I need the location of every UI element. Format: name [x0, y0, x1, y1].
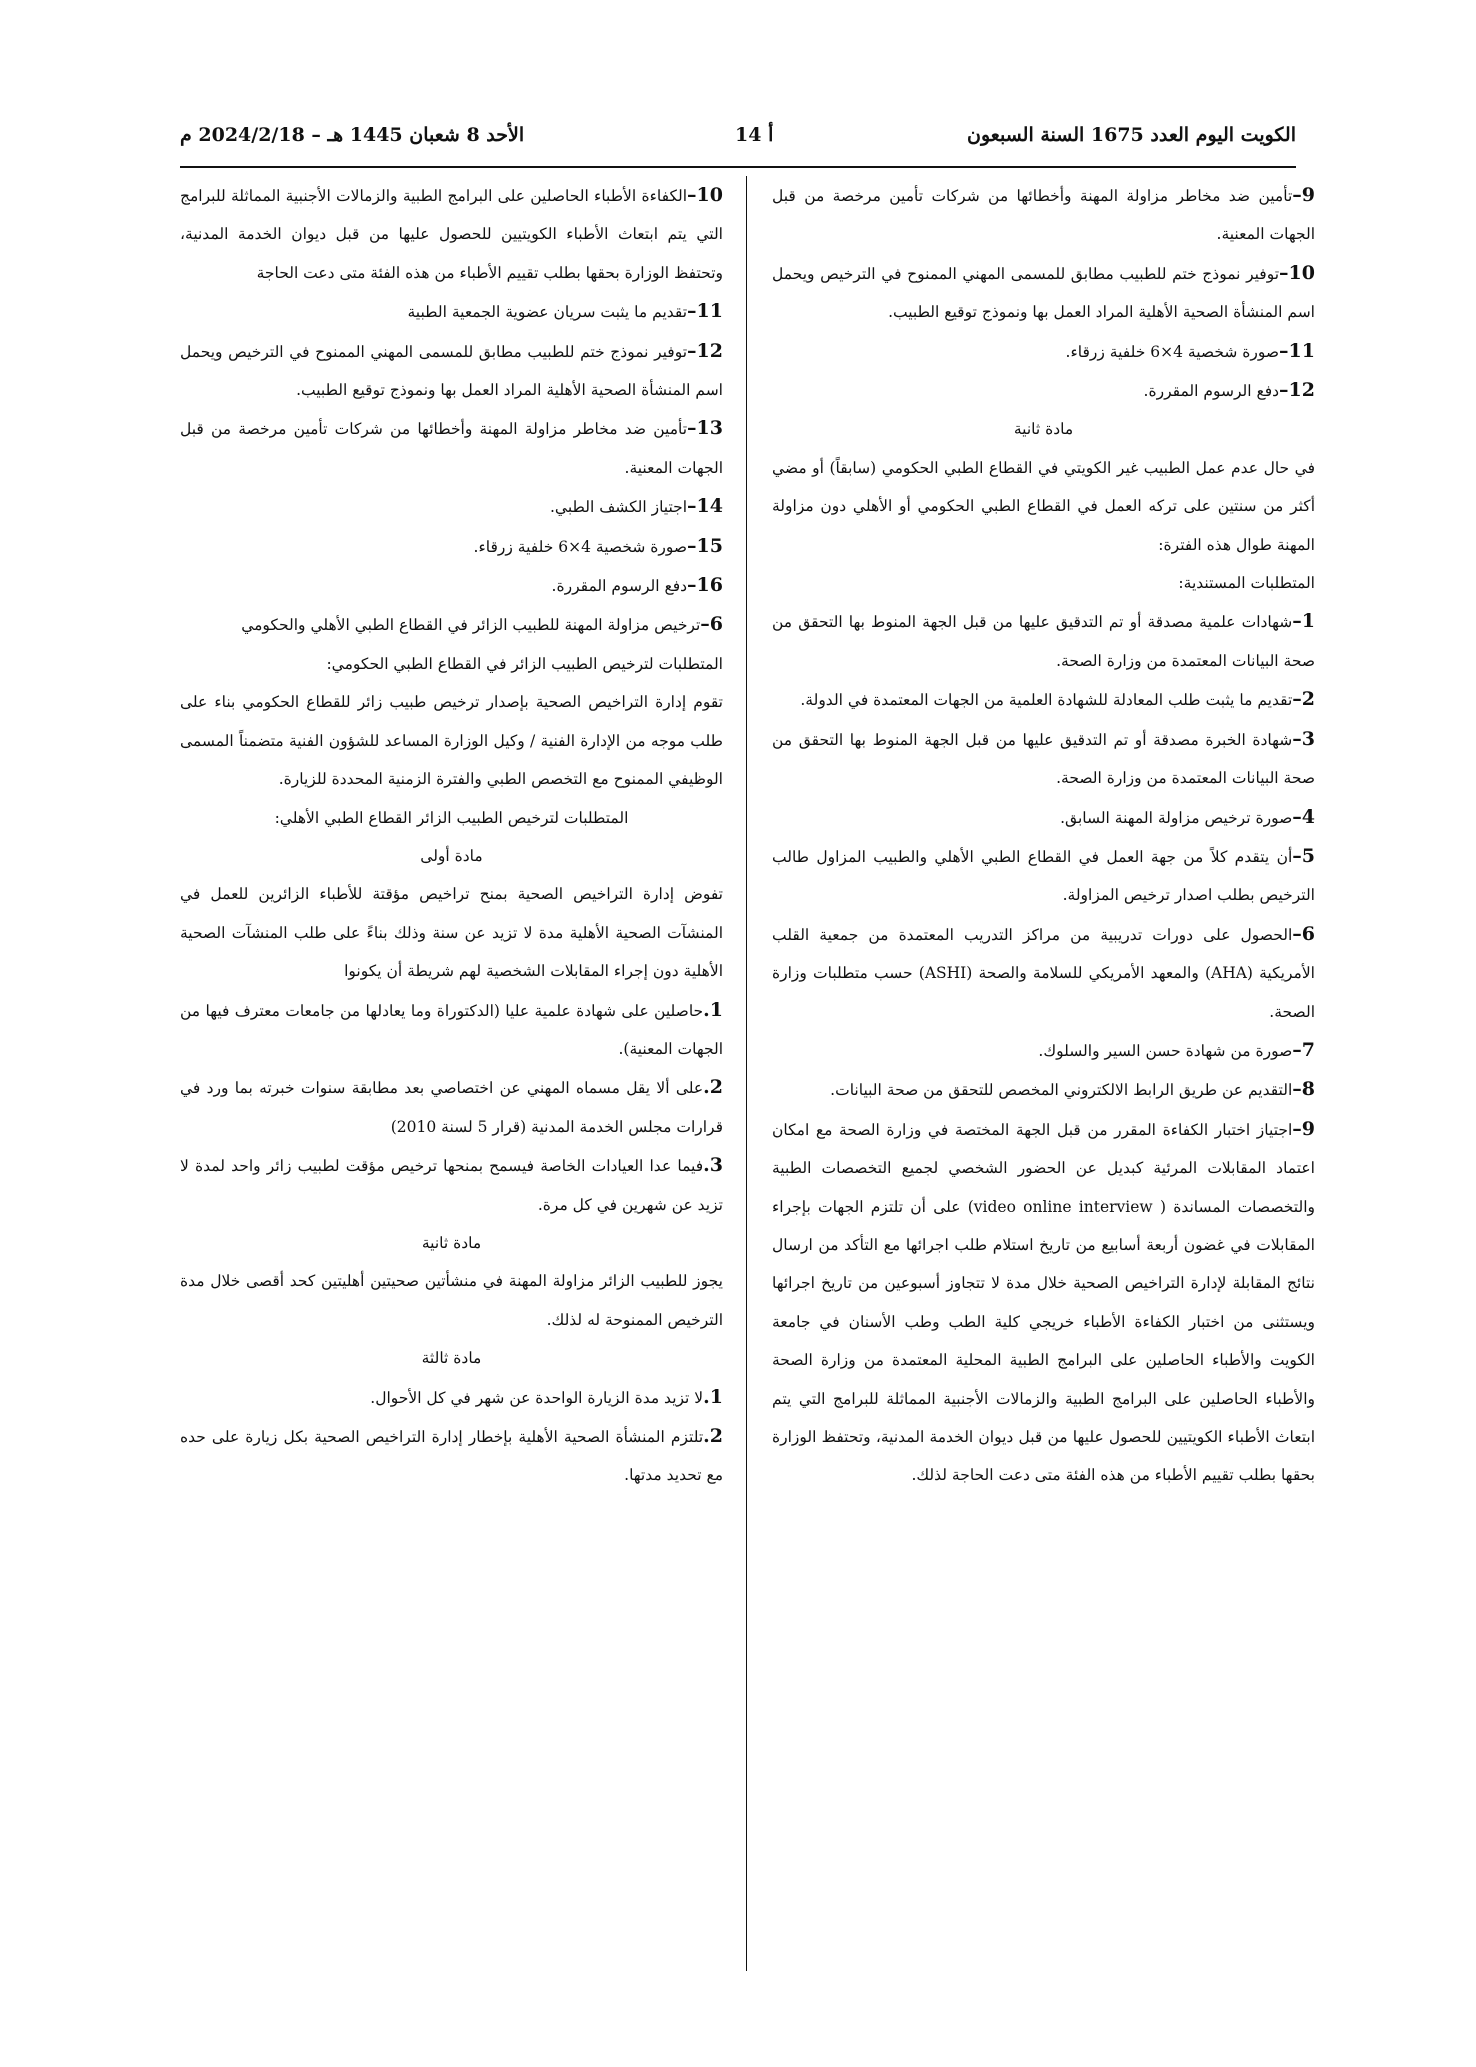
section-heading: مادة أولى	[420, 846, 483, 865]
item-text: على ألا يقل مسماه المهني عن اختصاصي بعد مطابقة سنوات خبرته بما ورد في قرارات مجلس الخدمة المدنية (قرار 5 لسنة 2010)	[180, 1079, 723, 1136]
item-text: توفير نموذج ختم للطبيب مطابق للمسمى المهني الممنوح في الترخيص ويحمل اسم المنشأة الصحية الأهلية المراد العمل بها ونموذج توقيع الطبيب.	[180, 342, 723, 400]
numbered-item	[180, 605, 723, 644]
item-text: تفوض إدارة التراخيص الصحية بمنح تراخيص مؤقتة للأطباء الزائرين للعمل في المنشآت الصحية الأهلية مدة لا تزيد عن سنة وذلك بناءً على طلب المنشآت الصحية الأهلية دون إجراء المقابلات الشخصية لهم شريطة أن يكونوا	[180, 885, 723, 981]
item-number: 3–	[1292, 727, 1315, 750]
numbered-item	[180, 527, 723, 566]
item-text: اجتياز اختبار الكفاءة المقرر من قبل الجهة المختصة في وزارة الصحة مع امكان اعتماد المقابلات المرئية كبديل عن الحضور الشخصي لجميع التخصصات الطبية والتخصصات المساندة ( video online interview) على أن تلتزم الجهات بإجراء المقابلات في غضون أربعة أسابيع من تاريخ استلام طلب اجرائها مع التأكد من ارسال نتائج المقابلة لإدارة التراخيص الصحية خلال مدة لا تتجاوز أسبوعين من تاريخ اجرائها ويستثنى من اختبار الكفاءة الأطباء خريجي كلية الطب وطب الأسنان في جامعة الكويت والأطباء الحاصلين على البرامج الطبية المحلية المعتمدة من وزارة الصحة والأطباء الحاصلين على البرامج الطبية والزمالات الأجنبية المماثلة للبرامج التي يتم ابتعاث الأطباء الكويتيين للحصول عليها من قبل ديوان الخدمة المدنية، وتحتفظ الوزارة بحقها بطلب تقييم الأطباء من هذه الفئة متى دعت الحاجة لذلك.	[772, 1120, 1315, 1485]
item-text: تأمين ضد مخاطر مزاولة المهنة وأخطائها من شركات تأمين مرخصة من قبل الجهات المعنية.	[180, 420, 723, 477]
item-text: المتطلبات المستندية:	[1178, 574, 1315, 593]
numbered-item	[772, 798, 1315, 837]
item-number: 3.	[703, 1154, 723, 1177]
item-text: أن يتقدم كلاً من جهة العمل في القطاع الطبي الأهلي والطبيب المزاول طالب الترخيص بطلب اصدار ترخيص المزاولة.	[772, 847, 1315, 905]
item-number: 4–	[1292, 805, 1315, 828]
numbered-item	[180, 1417, 723, 1495]
item-text: حاصلين على شهادة علمية عليا (الدكتوراة وما يعادلها من جامعات معترف فيها من الجهات المعنية).	[180, 1001, 723, 1058]
numbered-item	[180, 1068, 723, 1146]
item-text: دفع الرسوم المقررة.	[1143, 382, 1280, 401]
paragraph	[772, 564, 1315, 602]
item-text: يجوز للطبيب الزائر مزاولة المهنة في منشأتين صحيتين أهليتين كحد أقصى خلال مدة الترخيص الممنوحة له لذلك.	[180, 1272, 723, 1329]
item-text: في حال عدم عمل الطبيب غير الكويتي في القطاع الطبي الحكومي (سابقاً) أو مضي أكثر من سنتين على تركه العمل في القطاع الطبي الحكومي أو الأهلي دون مزاولة المهنة طوال هذه الفترة:	[772, 458, 1315, 554]
item-number: 8–	[1292, 1078, 1315, 1101]
publication-date: الأحد 8 شعبان 1445 هـ – 2024/2/18 م	[180, 124, 525, 146]
numbered-item	[180, 176, 723, 292]
item-text: تقوم إدارة التراخيص الصحية بإصدار ترخيص طبيب زائر للقطاع الحكومي بناء على طلب موجه من الإدارة الفنية / وكيل الوزارة المساعد للشؤون الفنية متضمناً المسمى الوظيفي الممنوح مع التخصص الطبي والفترة الزمنية المحددة للزيارة.	[180, 693, 723, 789]
page-number: أ 14	[735, 124, 774, 146]
column-divider	[746, 176, 747, 1971]
numbered-item	[772, 176, 1315, 254]
item-text: المتطلبات لترخيص الطبيب الزائر في القطاع الطبي الحكومي:	[326, 654, 723, 673]
item-number: 7–	[1292, 1038, 1315, 1061]
item-number: 6–	[1292, 922, 1315, 945]
gazette-issue-info: الكويت اليوم العدد 1675 السنة السبعون	[967, 124, 1296, 146]
item-text: صورة شخصية 4×6 خلفية زرقاء.	[473, 537, 688, 556]
paragraph	[772, 449, 1315, 564]
numbered-item	[772, 371, 1315, 410]
item-number: 6–	[700, 613, 723, 636]
paragraph	[180, 875, 723, 990]
numbered-item	[180, 332, 723, 410]
item-number: 11–	[1279, 339, 1315, 362]
right-column	[772, 176, 1315, 1976]
item-text: ترخيص مزاولة المهنة للطبيب الزائر في القطاع الطبي الأهلي والحكومي	[241, 616, 701, 635]
item-number: 13–	[687, 417, 723, 440]
item-text: صورة من شهادة حسن السير والسلوك.	[1038, 1041, 1293, 1060]
numbered-item	[772, 720, 1315, 798]
item-number: 14–	[687, 495, 723, 518]
paragraph	[180, 683, 723, 798]
numbered-item	[180, 1146, 723, 1224]
item-number: 10–	[687, 184, 723, 206]
item-text: شهادة الخبرة مصدقة أو تم التدقيق عليها من قبل الجهة المنوط بها التحقق من صحة البيانات المعتمدة من وزارة الصحة.	[772, 730, 1315, 788]
numbered-item	[180, 292, 723, 331]
numbered-item	[772, 332, 1315, 371]
item-number: 5–	[1292, 844, 1315, 867]
item-number: 2.	[703, 1425, 723, 1447]
item-number: 1–	[1292, 610, 1315, 633]
item-text: صورة ترخيص مزاولة المهنة السابق.	[1060, 808, 1293, 827]
paragraph	[180, 1262, 723, 1339]
numbered-item	[772, 602, 1315, 680]
item-text: لا تزيد مدة الزيارة الواحدة عن شهر في كل الأحوال.	[370, 1388, 704, 1407]
item-number: 2.	[703, 1076, 723, 1099]
numbered-item	[772, 837, 1315, 915]
item-number: 9–	[1292, 184, 1315, 206]
item-number: 16–	[687, 574, 723, 597]
item-text: تأمين ضد مخاطر مزاولة المهنة وأخطائها من شركات تأمين مرخصة من قبل الجهات المعنية.	[772, 187, 1315, 244]
item-text: شهادات علمية مصدقة أو تم التدقيق عليها من قبل الجهة المنوط بها التحقق من صحة البيانات المعتمدة من وزارة الصحة.	[772, 613, 1315, 670]
numbered-item	[772, 680, 1315, 719]
item-number: 12–	[1279, 379, 1315, 402]
section-heading: مادة ثانية	[1013, 420, 1074, 439]
item-number: 12–	[687, 339, 723, 362]
section-heading: مادة ثالثة	[421, 1349, 482, 1368]
numbered-item	[772, 1110, 1315, 1495]
item-number: 11–	[687, 300, 723, 323]
item-text: توفير نموذج ختم للطبيب مطابق للمسمى المهني الممنوح في الترخيص ويحمل اسم المنشأة الصحية الأهلية المراد العمل بها ونموذج توقيع الطبيب.	[772, 264, 1315, 322]
numbered-item	[772, 254, 1315, 332]
item-number: 10–	[1279, 261, 1315, 284]
item-number: 15–	[687, 534, 723, 557]
item-text: الحصول على دورات تدريبية من مراكز التدريب المعتمدة من جمعية القلب الأمريكية (AHA) والمعهد الأمريكي للسلامة والصحة (ASHI) حسب متطلبات وزارة الصحة.	[772, 925, 1315, 1021]
section-heading: مادة ثانية	[421, 1233, 482, 1252]
item-text: تقديم ما يثبت طلب المعادلة للشهادة العلمية من الجهات المعتمدة في الدولة.	[800, 691, 1293, 710]
item-number: 9–	[1292, 1117, 1315, 1140]
numbered-item	[772, 1070, 1315, 1109]
header-divider	[180, 166, 1296, 168]
section-heading: المتطلبات لترخيص الطبيب الزائر القطاع الطبي الأهلي:	[274, 808, 629, 827]
item-number: 1.	[703, 1385, 723, 1408]
numbered-item	[180, 991, 723, 1069]
item-number: 1.	[703, 998, 723, 1021]
numbered-item	[180, 487, 723, 526]
numbered-item	[180, 409, 723, 487]
page-header	[180, 118, 1296, 162]
numbered-item	[772, 915, 1315, 1031]
item-text: تلتزم المنشأة الصحية الأهلية بإخطار إدارة التراخيص الصحية بكل زيارة على حده مع تحديد مدتها.	[180, 1428, 723, 1485]
item-text: تقديم ما يثبت سريان عضوية الجمعية الطبية	[407, 303, 688, 322]
paragraph	[180, 645, 723, 683]
item-text: الكفاءة الأطباء الحاصلين على البرامج الطبية والزمالات الأجنبية المماثلة للبرامج التي يتم ابتعاث الأطباء الكويتيين للحصول عليها من قبل ديوان الخدمة المدنية، وتحتفظ الوزارة بحقها بطلب تقييم الأطباء من هذه الفئة متى دعت الحاجة	[180, 187, 723, 282]
item-number: 2–	[1292, 688, 1315, 711]
item-text: اجتياز الكشف الطبي.	[550, 498, 688, 517]
item-text: دفع الرسوم المقررة.	[551, 577, 688, 596]
numbered-item	[180, 566, 723, 605]
numbered-item	[772, 1031, 1315, 1070]
left-column	[180, 176, 723, 1976]
item-text: صورة شخصية 4×6 خلفية زرقاء.	[1065, 342, 1280, 361]
item-text: فيما عدا العيادات الخاصة فيسمح بمنحها ترخيص مؤقت لطبيب زائر واحد لمدة لا تزيد عن شهرين في كل مرة.	[180, 1157, 723, 1214]
numbered-item	[180, 1378, 723, 1417]
item-text: التقديم عن طريق الرابط الالكتروني المخصص للتحقق من صحة البيانات.	[830, 1081, 1293, 1100]
